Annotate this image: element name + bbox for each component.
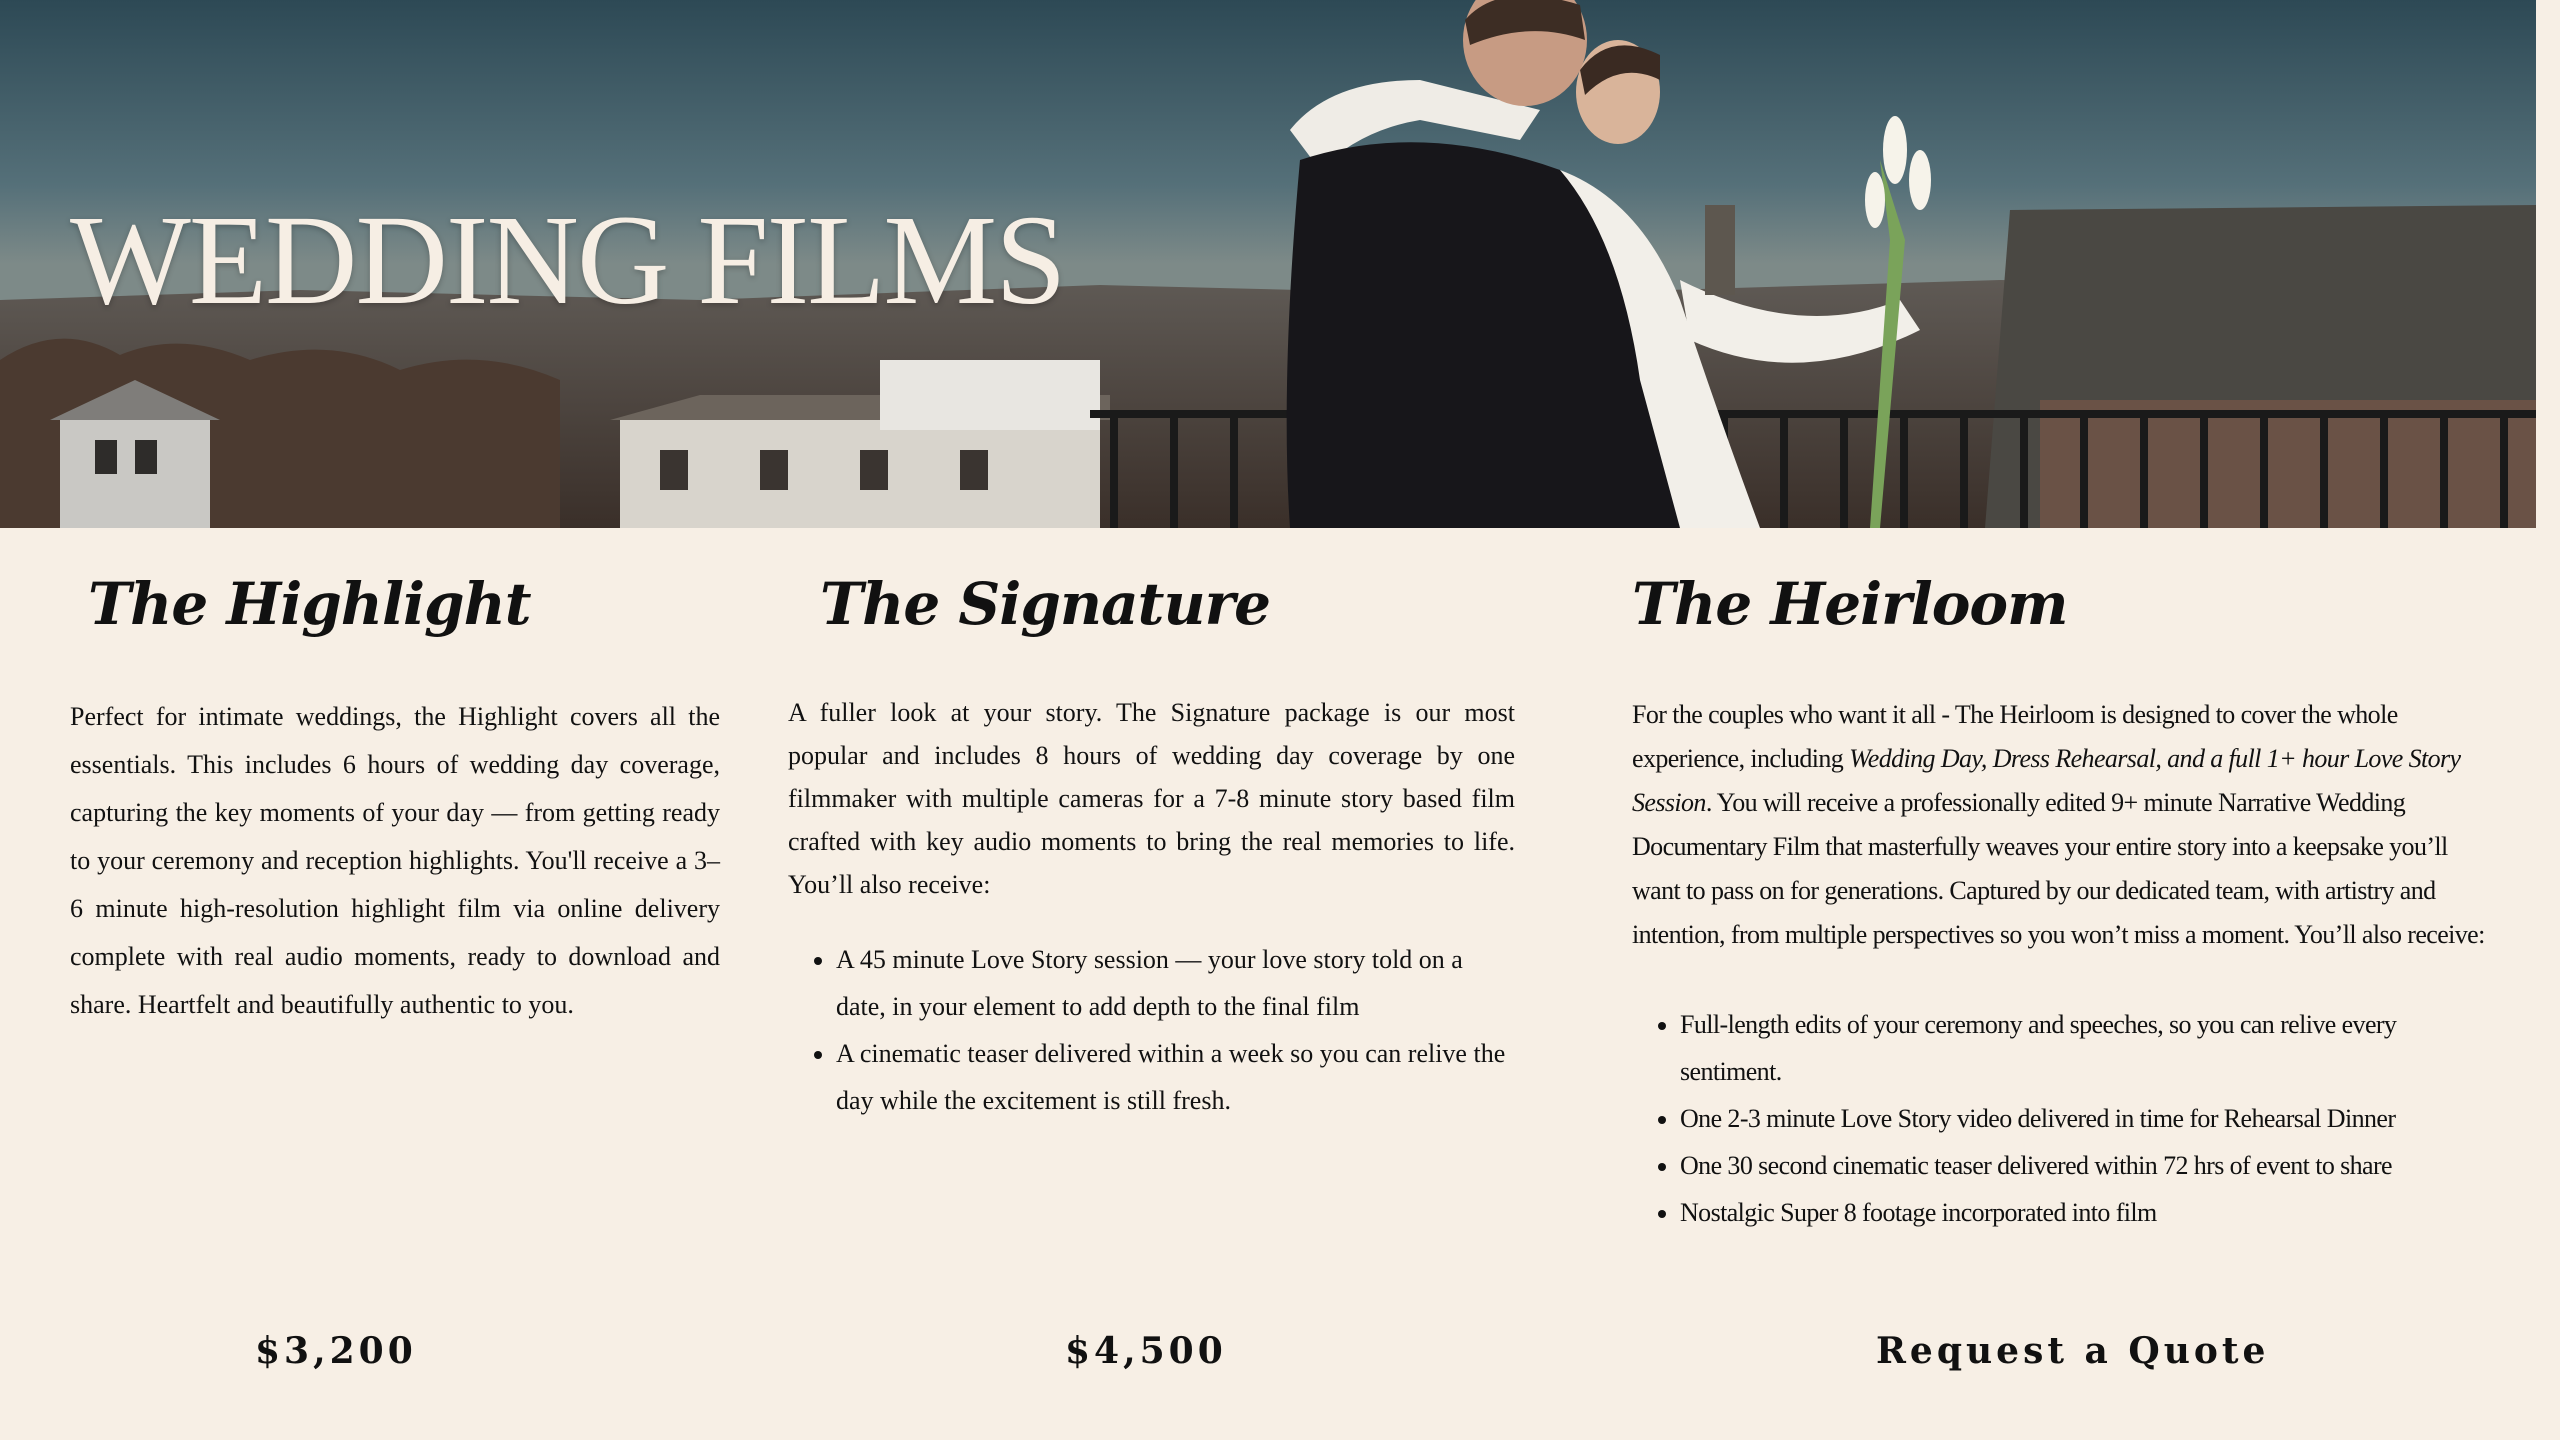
package-signature (788, 570, 1515, 1124)
list-item: • Nostalgic Super 8 footage incorporated into film (1680, 1189, 2492, 1236)
list-item: • A 45 minute Love Story session — your love story told on a date, in your element to add depth to the final film (836, 936, 1515, 1030)
price-highlight: $3,200 (255, 1330, 417, 1372)
package-title: The Heirloom (1632, 570, 2068, 638)
package-description: A fuller look at your story. The Signature package is our most popular and includes 8 hours of wedding day coverage by one filmmaker with multiple cameras for a 7-8 minute story based film crafted with key audio moments to bring the real memories to life. You’ll also receive: (788, 698, 1515, 899)
package-description: Perfect for intimate weddings, the Highlight covers all the essentials. This includes 6 hours of wedding day coverage, capturing the key moments of your day — from getting ready to your ceremony and reception highlights. You'll receive a 3–6 minute high-resolution highlight film via online delivery complete with real audio moments, ready to download and share. Heartfelt and beautifully authentic to you. (70, 702, 720, 1019)
package-title: The Highlight (88, 570, 531, 638)
description-lead: For the couples who want it all - The Heirloom is designed to cover the whole experience, including (1632, 700, 2398, 773)
description-italic: Wedding Day, Dress Rehearsal, and a full 1+ hour Love Story Session (1632, 744, 2461, 817)
package-inclusions (788, 936, 1515, 1124)
package-title: The Signature (820, 570, 1271, 638)
package-highlight (70, 570, 720, 1029)
list-item: • A cinematic teaser delivered within a week so you can relive the day while the excitement is still fresh. (836, 1030, 1515, 1124)
price-signature: $4,500 (1065, 1330, 1227, 1372)
package-heirloom (1632, 570, 2492, 1236)
hero-banner (0, 0, 2536, 528)
request-quote-link[interactable]: Request a Quote (1876, 1330, 2270, 1372)
list-item: • Full-length edits of your ceremony and speeches, so you can relive every sentiment. (1680, 1001, 2492, 1095)
page-title: WEDDING FILMS (70, 189, 1065, 331)
package-inclusions (1632, 1001, 2492, 1236)
list-item: • One 30 second cinematic teaser delivered within 72 hrs of event to share (1680, 1142, 2492, 1189)
list-item: • One 2-3 minute Love Story video delivered in time for Rehearsal Dinner (1680, 1095, 2492, 1142)
package-description (1632, 693, 2492, 957)
description-rest: . You will receive a professionally edited 9+ minute Narrative Wedding Documentary Film that masterfully weaves your entire story into a keepsake you’ll want to pass on for generations. Captured by our dedicated team, with artistry and intention, from multiple perspectives so you won’t miss a moment. You’ll also receive: (1632, 788, 2485, 949)
right-edge-strip (2536, 0, 2560, 1440)
